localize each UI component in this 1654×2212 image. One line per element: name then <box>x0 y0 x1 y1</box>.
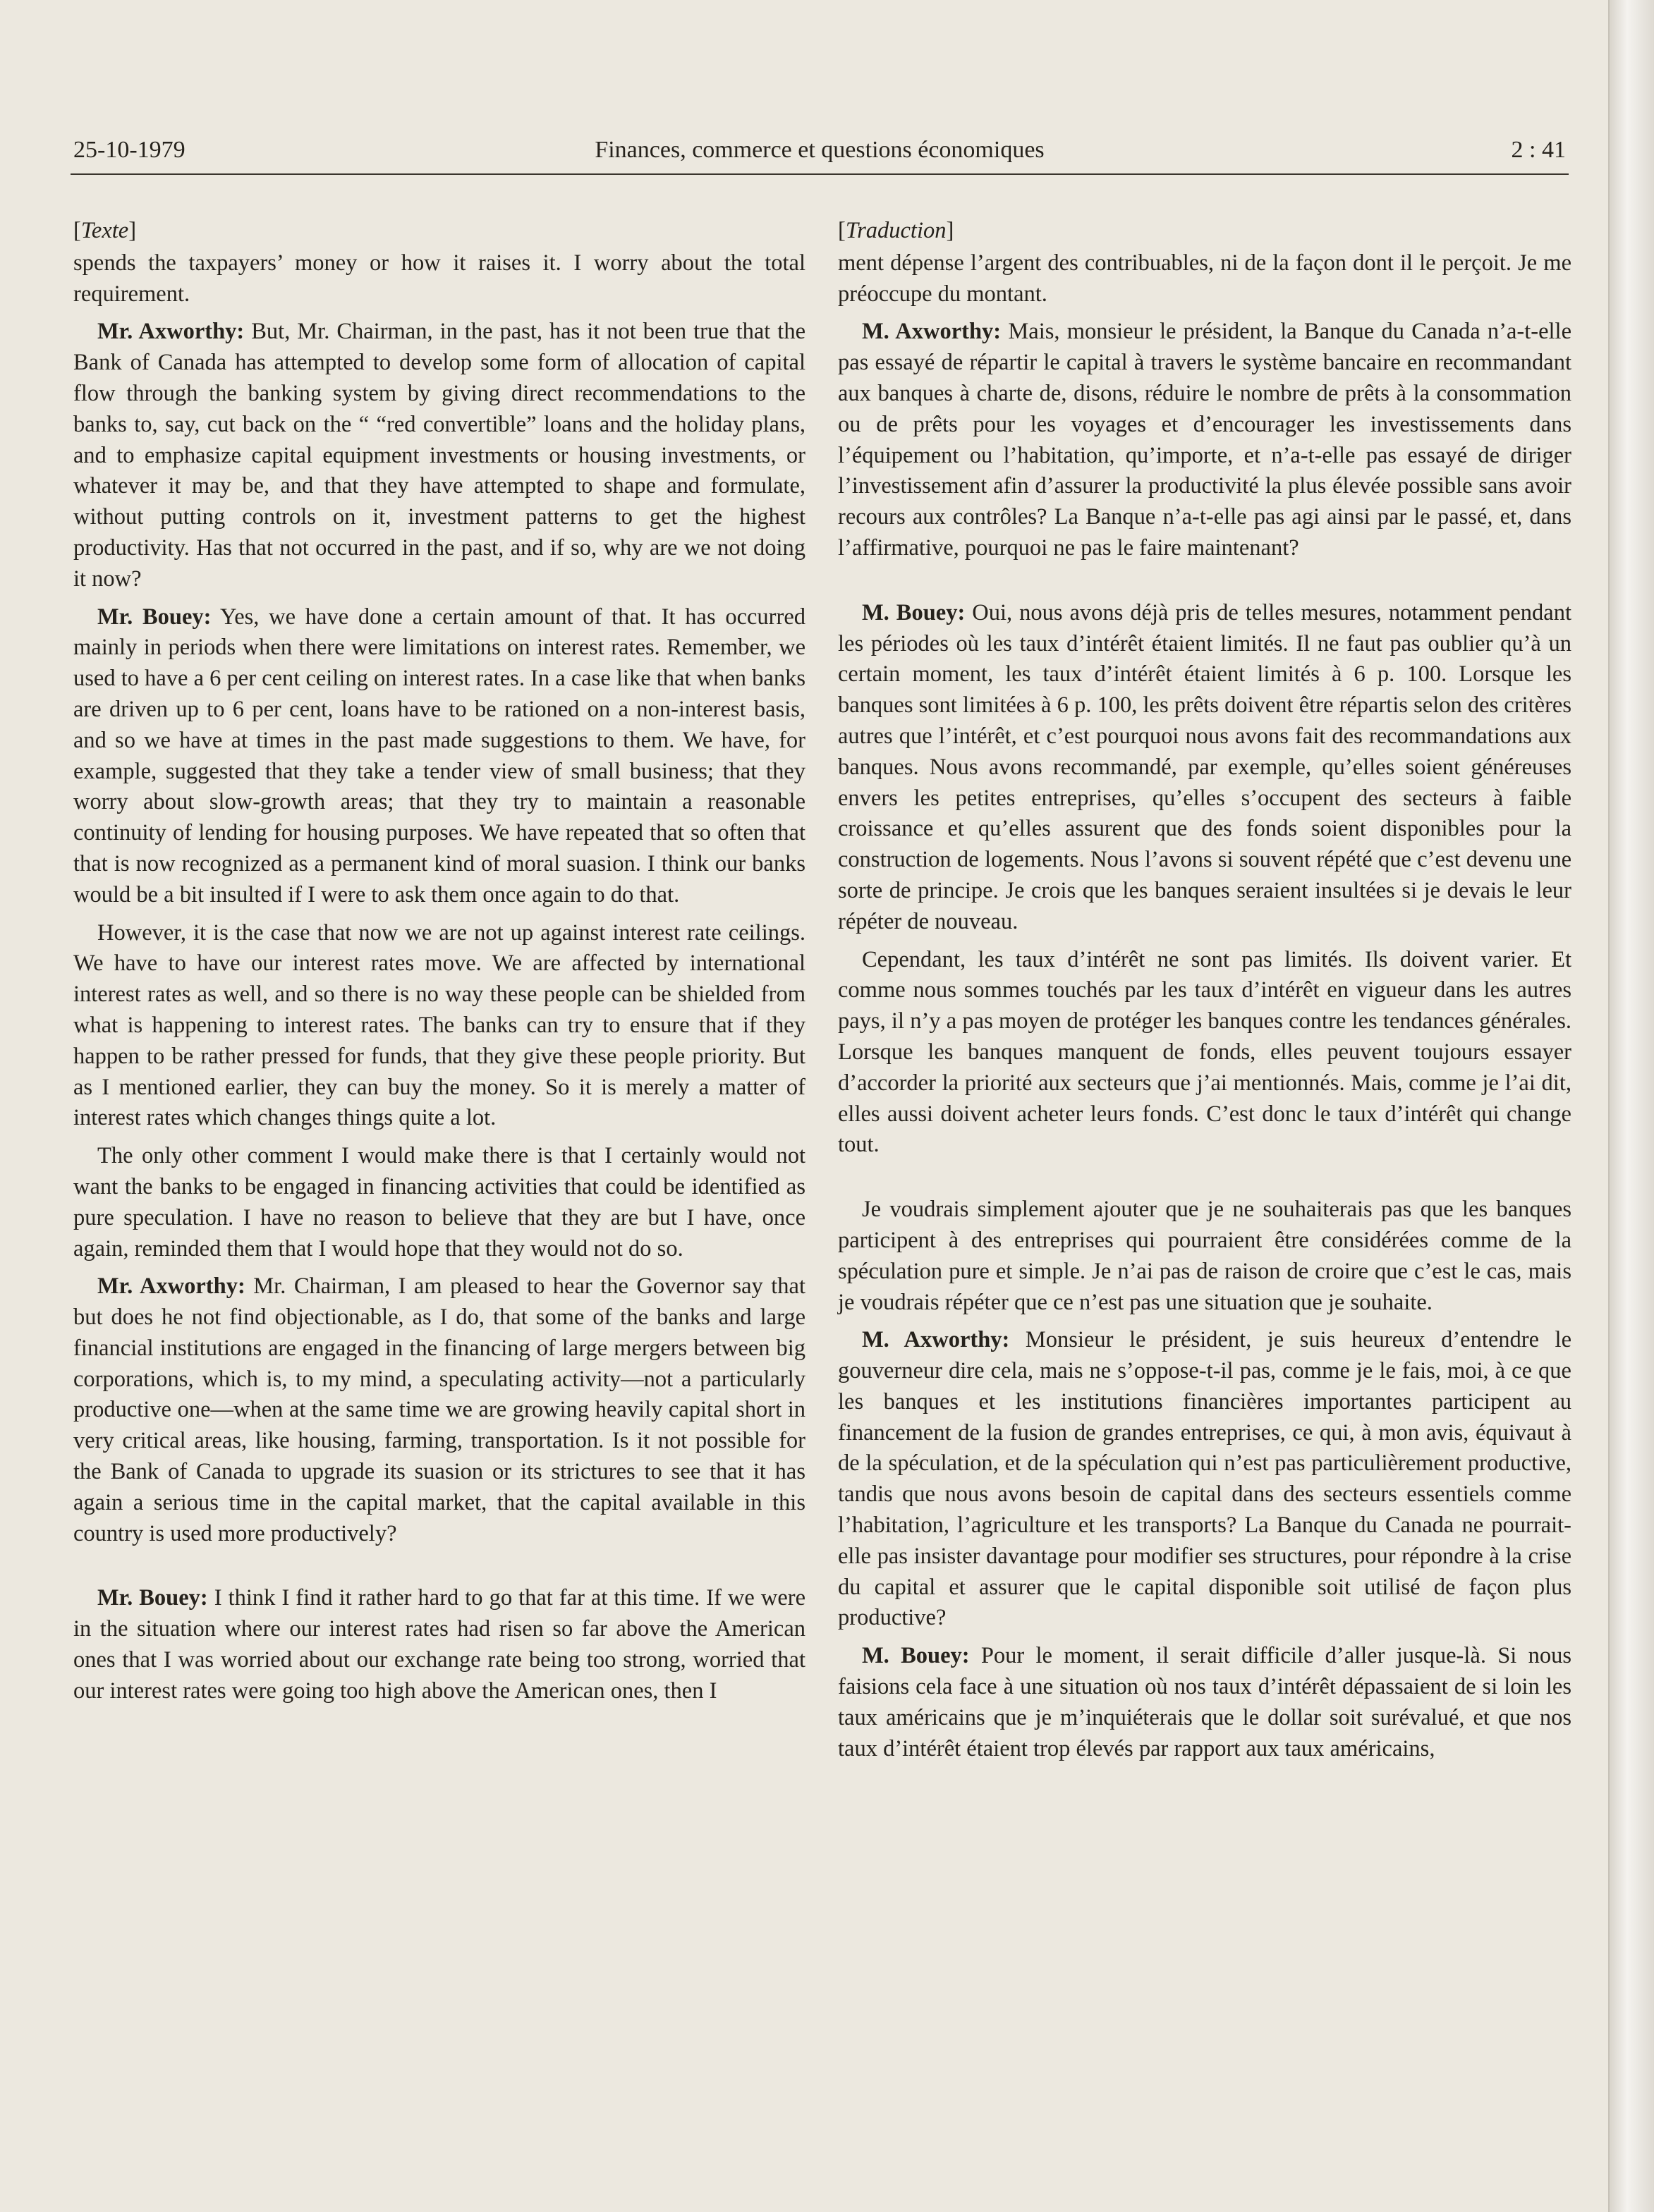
page-edge <box>1608 0 1654 2212</box>
paragraph: spends the taxpayers’ money or how it raises it. I worry about the total requirement. <box>73 250 805 307</box>
running-header <box>71 135 1569 175</box>
english-column <box>73 216 805 1714</box>
french-column <box>838 216 1571 1771</box>
speaker-name: Mr. Bouey: <box>97 604 212 630</box>
speaker-name: Mr. Bouey: <box>97 1585 208 1611</box>
speaker-name: M. Bouey: <box>862 599 966 625</box>
paragraph: M. Axworthy: Mais, monsieur le président, la Banque du Canada n’a-t-elle pas essayé de répartir le capital à travers le système bancaire en recommandant aux banques à charte de, disons, réduire le nombre de prêts à la consommation ou de prêts pour les voyages et d’encourager les investissements dans l’équipement ou l’habitation, qu’importe, et n’a-t-elle pas essayé de diriger l’investissement afin d’assurer la productivité la plus élevée possible sans avoir recours aux contrôles? La Banque n’a-t-elle pas agi ainsi par le passé, et, dans l’affirmative, pourquoi ne pas le faire maintenant? <box>838 319 1571 561</box>
paragraph: Mr. Axworthy: But, Mr. Chairman, in the past, has it not been true that the Bank of Canada has attempted to develop some form of allocation of capital flow through the banking system by giving direct recommendations to the banks to, say, cut back on the “ “red convertible” loans and the holiday plans, and to emphasize capital equipment investments or housing investments, or whatever it may be, and that they have attempted to shape and formulate, without putting controls on it, investment patterns to get the highest productivity. Has that not occurred in the past, and if so, why are we not doing it now? <box>73 319 805 592</box>
paragraph: ment dépense l’argent des contribuables, ni de la façon dont il le perçoit. Je me préoccupe du montant. <box>838 250 1571 307</box>
paragraph: Cependant, les taux d’intérêt ne sont pas limités. Ils doivent varier. Et comme nous sommes touchés par les taux d’intérêt en vigueur dans les autres pays, il n’y a pas moyen de protéger les banques contre les tendances générales. Lorsque les banques manquent de fonds, elles peuvent toujours essayer d’accorder la priorité aux secteurs que j’ai mentionnés. Mais, comme je l’ai dit, elles aussi doivent acheter leurs fonds. C’est donc le taux d’intérêt qui change tout. <box>838 946 1571 1158</box>
paragraph: The only other comment I would make there is that I certainly would not want the banks to be engaged in financing activities that could be identified as pure speculation. I have no reason to believe that they are but I have, once again, reminded them that I would hope that they would not do so. <box>73 1143 805 1261</box>
paragraph: Mr. Bouey: I think I find it rather hard to go that far at this time. If we were in the situation where our interest rates had risen so far above the American ones that I was worried about our exchange rate being too strong, worried that our interest rates were going too high above the American ones, then I <box>73 1585 805 1704</box>
header-date: 25-10-1979 <box>73 137 186 163</box>
header-page-number: 2 : 41 <box>1511 137 1566 163</box>
speaker-name: M. Axworthy: <box>862 1327 1010 1353</box>
paragraph: Je voudrais simplement ajouter que je ne souhaiterais pas que les banques participent à des entreprises qui pourraient être considérées comme de la spéculation pure et simple. Je n’ai pas de raison de croire que c’est le cas, mais je voudrais répéter que ce n’est pas une situation que je souhaite. <box>838 1197 1571 1315</box>
paragraph: Mr. Bouey: Yes, we have done a certain amount of that. It has occurred mainly in periods when there were limitations on interest rates. Remember, we used to have a 6 per cent ceiling on interest rates. In a case like that when banks are driven up to 6 per cent, loans have to be rationed on a non-interest basis, and so we have at times in the past made suggestions to them. We have, for example, suggested that they take a tender view of small business; that they worry about slow-growth areas; that they try to maintain a reasonable continuity of lending for housing purposes. We have repeated that so often that that is now recognized as a permanent kind of moral suasion. I think our banks would be a bit insulted if I were to ask them once again to do that. <box>73 604 805 908</box>
speaker-name: M. Axworthy: <box>862 319 1002 345</box>
language-label: [Texte] <box>73 218 137 243</box>
speaker-name: Mr. Axworthy: <box>97 1273 245 1300</box>
paragraph: Mr. Axworthy: Mr. Chairman, I am pleased to hear the Governor say that but does he not find objectionable, as I do, that some of the banks and large financial institutions are engaged in the financing of large mergers between big corporations, which is, to my mind, a speculating activity—not a particularly productive one—when at the same time we are growing heavily capital short in very critical areas, like housing, farming, transportation. Is it not possible for the Bank of Canada to upgrade its suasion or its strictures to see that it has again a serious time in the capital market, that the capital available in this country is used more productively? <box>73 1273 805 1546</box>
paragraph: M. Axworthy: Monsieur le président, je suis heureux d’entendre le gouverneur dire cela, mais ne s’oppose-t-il pas, comme je le fais, moi, à ce que les banques et les institutions financières importantes participent au financement de la fusion de grandes entreprises, ce qui, à mon avis, équivaut à de la spéculation, et de la spéculation qui n’est pas particulièrement productive, tandis que nous avons besoin de capital dans des secteurs essentiels comme l’habitation, l’agriculture et les transports? La Banque du Canada ne pourrait-elle pas insister davantage pour modifier ses structures, pour répondre à la crise du capital et assurer que le capital disponible soit utilisé de façon plus productive? <box>838 1327 1572 1631</box>
header-title: Finances, commerce et questions économiques <box>595 137 1045 163</box>
speaker-name: Mr. Axworthy: <box>97 319 245 345</box>
paragraph: M. Bouey: Oui, nous avons déjà pris de telles mesures, notamment pendant les périodes où les taux d’intérêt étaient limités. Il ne faut pas oublier qu’à un certain moment, les taux d’intérêt étaient limités à 6 p. 100. Lorsque les banques sont limitées à 6 p. 100, les prêts doivent être répartis selon des critères autres que l’intérêt, et c’est pourquoi nous avons fait des recommandations aux banques. Nous avons recommandé, par exemple, qu’elles soient généreuses envers les petites entreprises, qu’elles s’occupent des secteurs à faible croissance et qu’elles assurent que des fonds soient disponibles pour la construction de logements. Nous l’avons si souvent répété que c’est devenu une sorte de principe. Je crois que les banques seraient insultées si je devais le leur répéter de nouveau. <box>838 599 1571 934</box>
paragraph: However, it is the case that now we are not up against interest rate ceilings. We have to have our interest rates move. We are affected by international interest rates as well, and so there is no way these people can be shielded from what is happening to interest rates. The banks can try to ensure that if they happen to be rather pressed for funds, that they give these people priority. But as I mentioned earlier, they can buy the money. So it is merely a matter of interest rates which changes things quite a lot. <box>73 919 805 1131</box>
language-label: [Traduction] <box>838 218 954 243</box>
paragraph: M. Bouey: Pour le moment, il serait difficile d’aller jusque-là. Si nous faisions cela face à une situation où nos taux d’intérêt dépassaient de si loin les taux américains que je m’inquiéterais que le dollar soit surévalué, et que nos taux d’intérêt étaient trop élevés par rapport aux taux américains, <box>838 1643 1571 1761</box>
speaker-name: M. Bouey: <box>862 1643 970 1669</box>
